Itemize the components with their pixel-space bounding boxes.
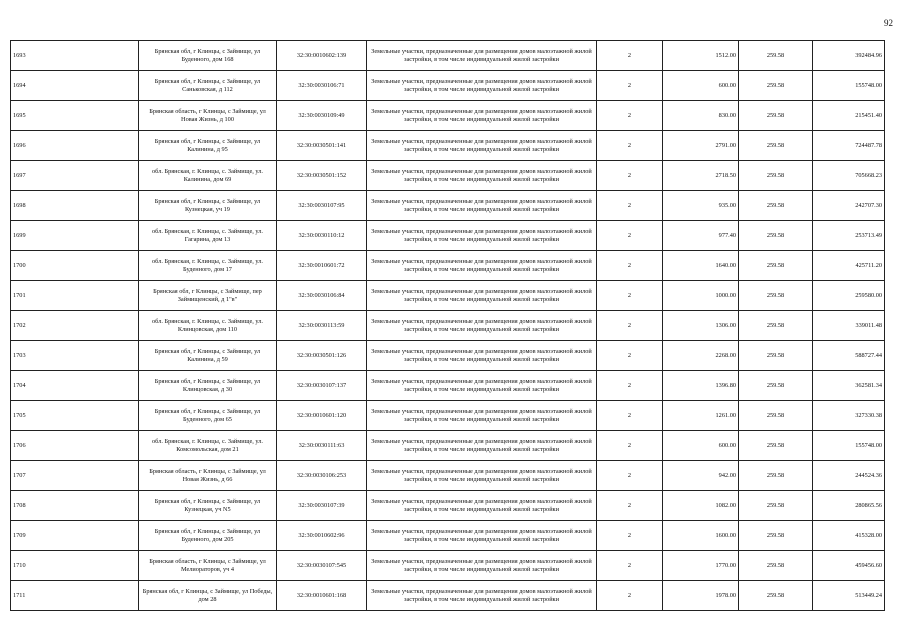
cadastral-number-cell: 32:30:0030106:71 xyxy=(277,71,367,101)
group-cell: 2 xyxy=(597,431,663,461)
row-number-cell: 1700 xyxy=(11,251,139,281)
address-cell: Брянская область, г Клинцы, с Займище, ул Новая Жизнь, д 66 xyxy=(139,461,277,491)
permitted-use-cell: Земельные участки, предназначенные для размещения домов малоэтажной жилой застройки, в том числе индивидуальной жилой застройки xyxy=(367,521,597,551)
group-cell: 2 xyxy=(597,581,663,611)
permitted-use-cell: Земельные участки, предназначенные для размещения домов малоэтажной жилой застройки, в том числе индивидуальной жилой застройки xyxy=(367,371,597,401)
cadastral-value-cell: 705668.23 xyxy=(813,161,885,191)
cadastral-value-cell: 155748.00 xyxy=(813,71,885,101)
row-number-cell: 1708 xyxy=(11,491,139,521)
page-number: 92 xyxy=(884,18,893,28)
area-cell: 977.40 xyxy=(663,221,739,251)
specific-value-cell: 259.58 xyxy=(739,401,813,431)
address-cell: Брянская область, г Клинцы, с Займище, ул Мелиораторов, уч 4 xyxy=(139,551,277,581)
row-number-cell: 1709 xyxy=(11,521,139,551)
cadastral-value-cell: 724487.78 xyxy=(813,131,885,161)
cadastral-number-cell: 32:30:0030501:126 xyxy=(277,341,367,371)
row-number-cell: 1701 xyxy=(11,281,139,311)
permitted-use-cell: Земельные участки, предназначенные для размещения домов малоэтажной жилой застройки, в том числе индивидуальной жилой застройки xyxy=(367,221,597,251)
table-row xyxy=(11,131,885,161)
cadastral-number-cell: 32:30:0030111:63 xyxy=(277,431,367,461)
area-cell: 600.00 xyxy=(663,431,739,461)
permitted-use-cell: Земельные участки, предназначенные для размещения домов малоэтажной жилой застройки, в том числе индивидуальной жилой застройки xyxy=(367,71,597,101)
group-cell: 2 xyxy=(597,131,663,161)
specific-value-cell: 259.58 xyxy=(739,551,813,581)
cadastral-value-cell: 339011.48 xyxy=(813,311,885,341)
permitted-use-cell: Земельные участки, предназначенные для размещения домов малоэтажной жилой застройки, в том числе индивидуальной жилой застройки xyxy=(367,581,597,611)
specific-value-cell: 259.58 xyxy=(739,131,813,161)
address-cell: Брянская обл, г Клинцы, с Займище, ул Буденного, дом 205 xyxy=(139,521,277,551)
cadastral-number-cell: 32:30:0030107:137 xyxy=(277,371,367,401)
row-number-cell: 1710 xyxy=(11,551,139,581)
address-cell: Брянская обл, г Клинцы, с Займище, пер Займищенский, д 1"в" xyxy=(139,281,277,311)
table-row xyxy=(11,191,885,221)
row-number-cell: 1703 xyxy=(11,341,139,371)
cadastral-number-cell: 32:30:0030106:84 xyxy=(277,281,367,311)
permitted-use-cell: Земельные участки, предназначенные для размещения домов малоэтажной жилой застройки, в том числе индивидуальной жилой застройки xyxy=(367,311,597,341)
permitted-use-cell: Земельные участки, предназначенные для размещения домов малоэтажной жилой застройки, в том числе индивидуальной жилой застройки xyxy=(367,251,597,281)
row-number-cell: 1698 xyxy=(11,191,139,221)
row-number-cell: 1702 xyxy=(11,311,139,341)
cadastral-number-cell: 32:30:0010602:96 xyxy=(277,521,367,551)
area-cell: 1306.00 xyxy=(663,311,739,341)
table-row xyxy=(11,71,885,101)
permitted-use-cell: Земельные участки, предназначенные для размещения домов малоэтажной жилой застройки, в том числе индивидуальной жилой застройки xyxy=(367,101,597,131)
area-cell: 1600.00 xyxy=(663,521,739,551)
group-cell: 2 xyxy=(597,281,663,311)
group-cell: 2 xyxy=(597,71,663,101)
row-number-cell: 1707 xyxy=(11,461,139,491)
address-cell: Брянская обл, г Клинцы, с Займище, ул Кузнецкая, уч N5 xyxy=(139,491,277,521)
cadastral-number-cell: 32:30:0030110:12 xyxy=(277,221,367,251)
cadastral-value-cell: 280865.56 xyxy=(813,491,885,521)
cadastral-number-cell: 32:30:0010601:168 xyxy=(277,581,367,611)
permitted-use-cell: Земельные участки, предназначенные для размещения домов малоэтажной жилой застройки, в том числе индивидуальной жилой застройки xyxy=(367,491,597,521)
table-row xyxy=(11,581,885,611)
address-cell: Брянская обл, г Клинцы, с Займище, ул Саньковская, д 112 xyxy=(139,71,277,101)
cadastral-number-cell: 32:30:0030107:545 xyxy=(277,551,367,581)
specific-value-cell: 259.58 xyxy=(739,431,813,461)
row-number-cell: 1694 xyxy=(11,71,139,101)
cadastral-value-cell: 392484.96 xyxy=(813,41,885,71)
table-row xyxy=(11,431,885,461)
group-cell: 2 xyxy=(597,101,663,131)
table-row xyxy=(11,521,885,551)
area-cell: 1640.00 xyxy=(663,251,739,281)
permitted-use-cell: Земельные участки, предназначенные для размещения домов малоэтажной жилой застройки, в том числе индивидуальной жилой застройки xyxy=(367,161,597,191)
cadastral-value-cell: 459456.60 xyxy=(813,551,885,581)
table-row xyxy=(11,101,885,131)
cadastral-number-cell: 32:30:0030501:152 xyxy=(277,161,367,191)
table-row xyxy=(11,41,885,71)
group-cell: 2 xyxy=(597,251,663,281)
cadastral-value-cell: 242707.30 xyxy=(813,191,885,221)
permitted-use-cell: Земельные участки, предназначенные для размещения домов малоэтажной жилой застройки, в том числе индивидуальной жилой застройки xyxy=(367,461,597,491)
row-number-cell: 1693 xyxy=(11,41,139,71)
cadastral-value-cell: 588727.44 xyxy=(813,341,885,371)
cadastral-value-cell: 253713.49 xyxy=(813,221,885,251)
area-cell: 1000.00 xyxy=(663,281,739,311)
row-number-cell: 1695 xyxy=(11,101,139,131)
area-cell: 1770.00 xyxy=(663,551,739,581)
address-cell: Брянская обл, г Клинцы, с Займище, ул Победы, дом 28 xyxy=(139,581,277,611)
permitted-use-cell: Земельные участки, предназначенные для размещения домов малоэтажной жилой застройки, в том числе индивидуальной жилой застройки xyxy=(367,41,597,71)
permitted-use-cell: Земельные участки, предназначенные для размещения домов малоэтажной жилой застройки, в том числе индивидуальной жилой застройки xyxy=(367,131,597,161)
cadastral-value-cell: 425711.20 xyxy=(813,251,885,281)
cadastral-number-cell: 32:30:0030107:95 xyxy=(277,191,367,221)
table-row xyxy=(11,371,885,401)
area-cell: 1082.00 xyxy=(663,491,739,521)
area-cell: 942.00 xyxy=(663,461,739,491)
table-row xyxy=(11,161,885,191)
area-cell: 935.00 xyxy=(663,191,739,221)
area-cell: 2791.00 xyxy=(663,131,739,161)
specific-value-cell: 259.58 xyxy=(739,461,813,491)
group-cell: 2 xyxy=(597,371,663,401)
area-cell: 2268.00 xyxy=(663,341,739,371)
cadastral-number-cell: 32:30:0030106:253 xyxy=(277,461,367,491)
cadastral-value-cell: 259580.00 xyxy=(813,281,885,311)
specific-value-cell: 259.58 xyxy=(739,191,813,221)
land-plot-table xyxy=(10,40,885,611)
area-cell: 2718.50 xyxy=(663,161,739,191)
cadastral-value-cell: 415328.00 xyxy=(813,521,885,551)
address-cell: обл. Брянская, г. Клинцы, с. Займище, ул. Клинцовская, дом 110 xyxy=(139,311,277,341)
group-cell: 2 xyxy=(597,311,663,341)
permitted-use-cell: Земельные участки, предназначенные для размещения домов малоэтажной жилой застройки, в том числе индивидуальной жилой застройки xyxy=(367,281,597,311)
specific-value-cell: 259.58 xyxy=(739,581,813,611)
cadastral-number-cell: 32:30:0030107:39 xyxy=(277,491,367,521)
table-row xyxy=(11,461,885,491)
table-body xyxy=(11,41,885,611)
cadastral-value-cell: 215451.40 xyxy=(813,101,885,131)
cadastral-value-cell: 155748.00 xyxy=(813,431,885,461)
permitted-use-cell: Земельные участки, предназначенные для размещения домов малоэтажной жилой застройки, в том числе индивидуальной жилой застройки xyxy=(367,551,597,581)
specific-value-cell: 259.58 xyxy=(739,101,813,131)
row-number-cell: 1697 xyxy=(11,161,139,191)
row-number-cell: 1699 xyxy=(11,221,139,251)
group-cell: 2 xyxy=(597,41,663,71)
cadastral-number-cell: 32:30:0030113:59 xyxy=(277,311,367,341)
row-number-cell: 1705 xyxy=(11,401,139,431)
specific-value-cell: 259.58 xyxy=(739,161,813,191)
address-cell: обл. Брянская, г. Клинцы, с. Займище, ул. Гагарина, дом 13 xyxy=(139,221,277,251)
specific-value-cell: 259.58 xyxy=(739,251,813,281)
group-cell: 2 xyxy=(597,161,663,191)
group-cell: 2 xyxy=(597,191,663,221)
address-cell: Брянская обл, г Клинцы, с Займище, ул Буденного, дом 65 xyxy=(139,401,277,431)
table-row xyxy=(11,341,885,371)
row-number-cell: 1711 xyxy=(11,581,139,611)
cadastral-number-cell: 32:30:0010601:120 xyxy=(277,401,367,431)
specific-value-cell: 259.58 xyxy=(739,71,813,101)
permitted-use-cell: Земельные участки, предназначенные для размещения домов малоэтажной жилой застройки, в том числе индивидуальной жилой застройки xyxy=(367,341,597,371)
table-row xyxy=(11,311,885,341)
address-cell: Брянская обл, г Клинцы, с Займище, ул Калинина, д 95 xyxy=(139,131,277,161)
area-cell: 1261.00 xyxy=(663,401,739,431)
group-cell: 2 xyxy=(597,521,663,551)
group-cell: 2 xyxy=(597,551,663,581)
area-cell: 1978.00 xyxy=(663,581,739,611)
cadastral-value-cell: 327330.38 xyxy=(813,401,885,431)
cadastral-value-cell: 244524.36 xyxy=(813,461,885,491)
specific-value-cell: 259.58 xyxy=(739,521,813,551)
cadastral-number-cell: 32:30:0030109:49 xyxy=(277,101,367,131)
specific-value-cell: 259.58 xyxy=(739,491,813,521)
table-row xyxy=(11,491,885,521)
table-row xyxy=(11,221,885,251)
cadastral-number-cell: 32:30:0030501:141 xyxy=(277,131,367,161)
group-cell: 2 xyxy=(597,461,663,491)
area-cell: 1396.80 xyxy=(663,371,739,401)
group-cell: 2 xyxy=(597,341,663,371)
specific-value-cell: 259.58 xyxy=(739,221,813,251)
specific-value-cell: 259.58 xyxy=(739,41,813,71)
table-row xyxy=(11,281,885,311)
specific-value-cell: 259.58 xyxy=(739,281,813,311)
address-cell: Брянская обл, г Клинцы, с Займище, ул Калинина, д 59 xyxy=(139,341,277,371)
address-cell: Брянская обл, г Клинцы, с Займище, ул Буденного, дом 168 xyxy=(139,41,277,71)
permitted-use-cell: Земельные участки, предназначенные для размещения домов малоэтажной жилой застройки, в том числе индивидуальной жилой застройки xyxy=(367,401,597,431)
cadastral-number-cell: 32:30:0010601:72 xyxy=(277,251,367,281)
group-cell: 2 xyxy=(597,221,663,251)
address-cell: Брянская обл, г Клинцы, с Займище, ул Клинцовская, д 30 xyxy=(139,371,277,401)
specific-value-cell: 259.58 xyxy=(739,371,813,401)
area-cell: 1512.00 xyxy=(663,41,739,71)
permitted-use-cell: Земельные участки, предназначенные для размещения домов малоэтажной жилой застройки, в том числе индивидуальной жилой застройки xyxy=(367,191,597,221)
address-cell: обл. Брянская, г. Клинцы, с. Займище, ул. Комсомольская, дом 21 xyxy=(139,431,277,461)
group-cell: 2 xyxy=(597,491,663,521)
cadastral-number-cell: 32:30:0010602:139 xyxy=(277,41,367,71)
group-cell: 2 xyxy=(597,401,663,431)
row-number-cell: 1706 xyxy=(11,431,139,461)
row-number-cell: 1704 xyxy=(11,371,139,401)
cadastral-value-cell: 513449.24 xyxy=(813,581,885,611)
address-cell: Брянская область, г Клинцы, с Займище, ул Новая Жизнь, д 100 xyxy=(139,101,277,131)
specific-value-cell: 259.58 xyxy=(739,311,813,341)
cadastral-value-cell: 362581.34 xyxy=(813,371,885,401)
area-cell: 830.00 xyxy=(663,101,739,131)
specific-value-cell: 259.58 xyxy=(739,341,813,371)
row-number-cell: 1696 xyxy=(11,131,139,161)
address-cell: Брянская обл, г Клинцы, с Займище, ул Кузнецкая, уч 19 xyxy=(139,191,277,221)
table-row xyxy=(11,401,885,431)
address-cell: обл. Брянская, г. Клинцы, с. Займище, ул. Калинина, дом 69 xyxy=(139,161,277,191)
address-cell: обл. Брянская, г. Клинцы, с. Займище, ул. Буденного, дом 17 xyxy=(139,251,277,281)
permitted-use-cell: Земельные участки, предназначенные для размещения домов малоэтажной жилой застройки, в том числе индивидуальной жилой застройки xyxy=(367,431,597,461)
table-row xyxy=(11,251,885,281)
area-cell: 600.00 xyxy=(663,71,739,101)
table-row xyxy=(11,551,885,581)
